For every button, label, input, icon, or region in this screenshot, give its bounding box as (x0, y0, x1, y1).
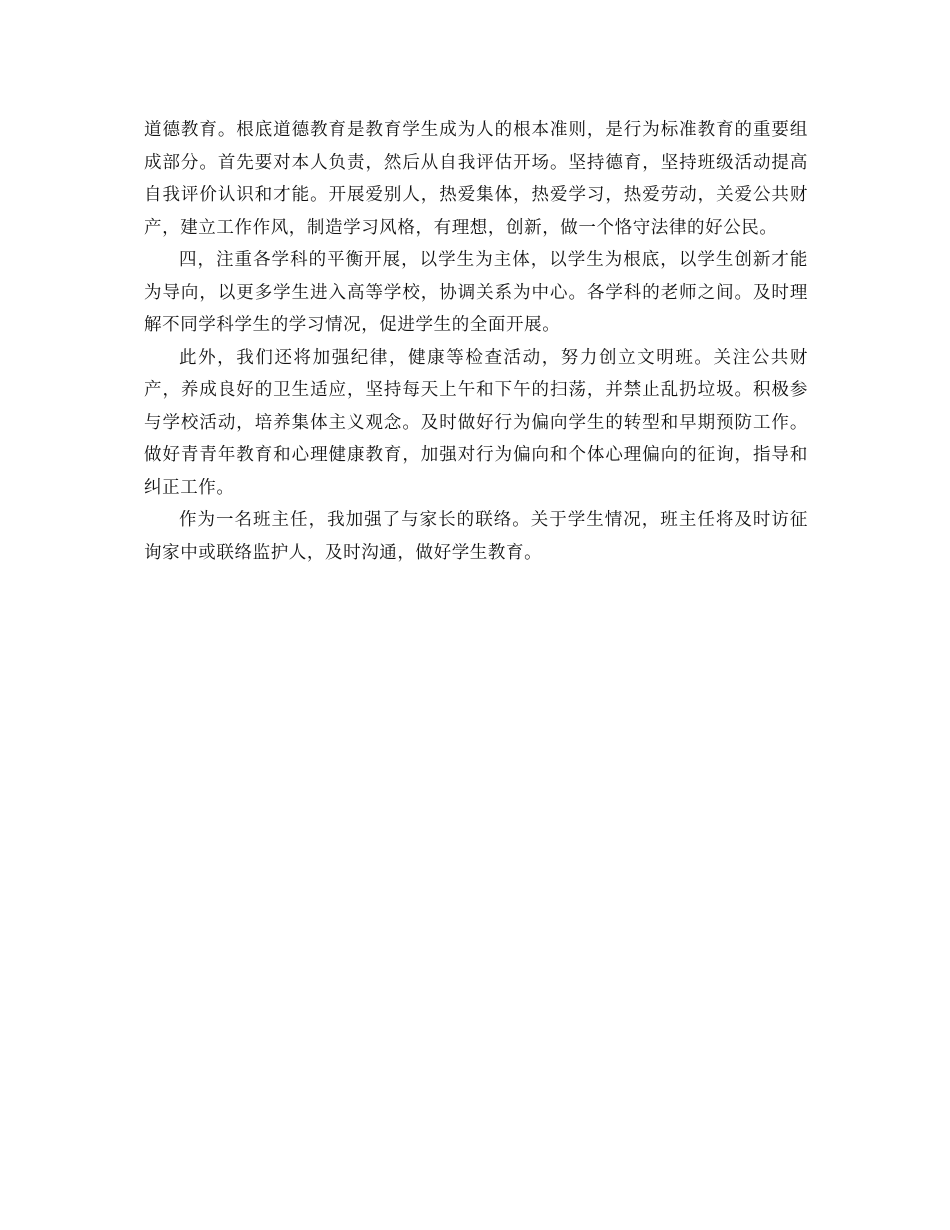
paragraph-moral-education: 道德教育。根底道德教育是教育学生成为人的根本准则，是行为标准教育的重要组成部分。首先要对本人负责，然后从自我评估开场。坚持德育，坚持班级活动提高自我评价认识和才能。开展爱别人，热爱集体，热爱学习，热爱劳动，关爱公共财产，建立工作作风，制造学习风格，有理想，创新，做一个恪守法律的好公民。 (144, 120, 808, 238)
paragraph-parent-contact: 作为一名班主任，我加强了与家长的联络。关于学生情况，班主任将及时访征询家中或联络监护人，及时沟通，做好学生教育。 (144, 510, 808, 563)
paragraph-discipline-activities: 此外，我们还将加强纪律，健康等检查活动，努力创立文明班。关注公共财产，养成良好的卫生适应，坚持每天上午和下午的扫荡，并禁止乱扔垃圾。积极参与学校活动，培养集体主义观念。及时做好行为偏向学生的转型和早期预防工作。做好青青年教育和心理健康教育，加强对行为偏向和个体心理偏向的征询，指导和纠正工作。 (144, 347, 808, 498)
document-body (144, 114, 808, 569)
paragraph-balanced-development: 四，注重各学科的平衡开展，以学生为主体，以学生为根底，以学生创新才能为导向，以更多学生进入高等学校，协调关系为中心。各学科的老师之间。及时理解不同学科学生的学习情况，促进学生的全面开展。 (144, 250, 808, 335)
